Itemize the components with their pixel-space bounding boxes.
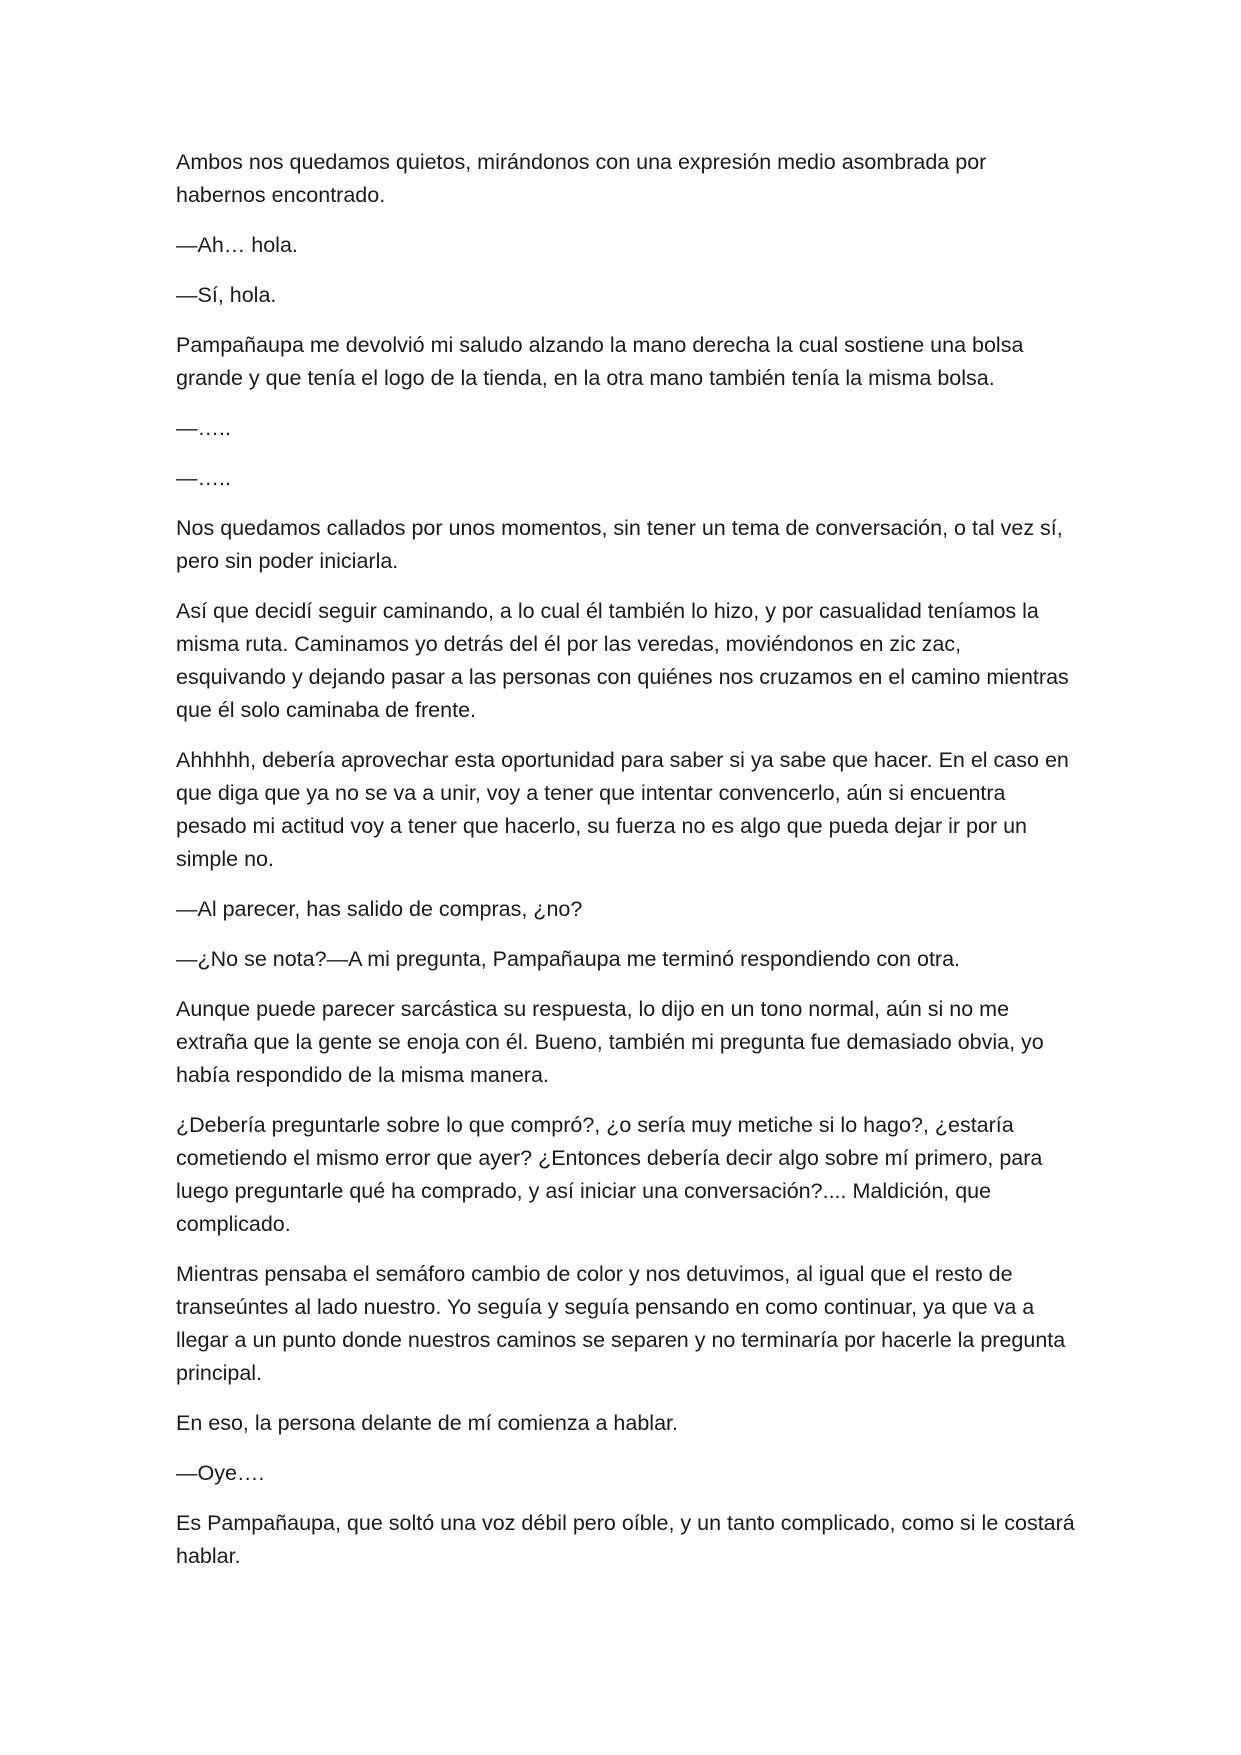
paragraph: Es Pampañaupa, que soltó una voz débil pero oíble, y un tanto complicado, como si le costará hablar. [176, 1511, 1075, 1568]
document-body [176, 146, 1076, 1590]
paragraph: En eso, la persona delante de mí comienza a hablar. [176, 1411, 678, 1435]
paragraph: Ambos nos quedamos quietos, mirándonos con una expresión medio asombrada por habernos encontrado. [176, 150, 987, 207]
paragraph: Aunque puede parecer sarcástica su respuesta, lo dijo en un tono normal, aún si no me extraña que la gente se enoja con él. Bueno, también mi pregunta fue demasiado obvia, yo había respondido de la misma manera. [176, 997, 1044, 1087]
dialogue-line: —¿No se nota?—A mi pregunta, Pampañaupa me terminó respondiendo con otra. [176, 947, 961, 971]
dialogue-line: —….. [176, 466, 231, 490]
dialogue-line: —Oye…. [176, 1461, 265, 1485]
dialogue-line: —Sí, hola. [176, 283, 277, 307]
dialogue-line: —Ah… hola. [176, 233, 298, 257]
paragraph: ¿Debería preguntarle sobre lo que compró?, ¿o sería muy metiche si lo hago?, ¿estaría cometiendo el mismo error que ayer? ¿Entonces debería decir algo sobre mí primero, para luego preguntarle qué ha comprado, y así iniciar una conversación?.... Maldición, que complicado. [176, 1113, 1043, 1236]
paragraph: Nos quedamos callados por unos momentos, sin tener un tema de conversación, o tal vez sí, pero sin poder iniciarla. [176, 516, 1063, 573]
dialogue-line: —….. [176, 416, 231, 440]
paragraph: Mientras pensaba el semáforo cambio de color y nos detuvimos, al igual que el resto de transeúntes al lado nuestro. Yo seguía y seguía pensando en como continuar, ya que va a llegar a un punto donde nuestros caminos se separen y no terminaría por hacerle la pregunta principal. [176, 1262, 1066, 1385]
paragraph: Así que decidí seguir caminando, a lo cual él también lo hizo, y por casualidad teníamos la misma ruta. Caminamos yo detrás del él por las veredas, moviéndonos en zic zac, esquivando y dejando pasar a las personas con quiénes nos cruzamos en el camino mientras que él solo caminaba de frente. [176, 599, 1069, 722]
dialogue-line: —Al parecer, has salido de compras, ¿no? [176, 897, 583, 921]
paragraph: Pampañaupa me devolvió mi saludo alzando la mano derecha la cual sostiene una bolsa grande y que tenía el logo de la tienda, en la otra mano también tenía la misma bolsa. [176, 333, 1024, 390]
paragraph: Ahhhhh, debería aprovechar esta oportunidad para saber si ya sabe que hacer. En el caso en que diga que ya no se va a unir, voy a tener que intentar convencerlo, aún si encuentra pesado mi actitud voy a tener que hacerlo, su fuerza no es algo que pueda dejar ir por un simple no. [176, 748, 1069, 871]
